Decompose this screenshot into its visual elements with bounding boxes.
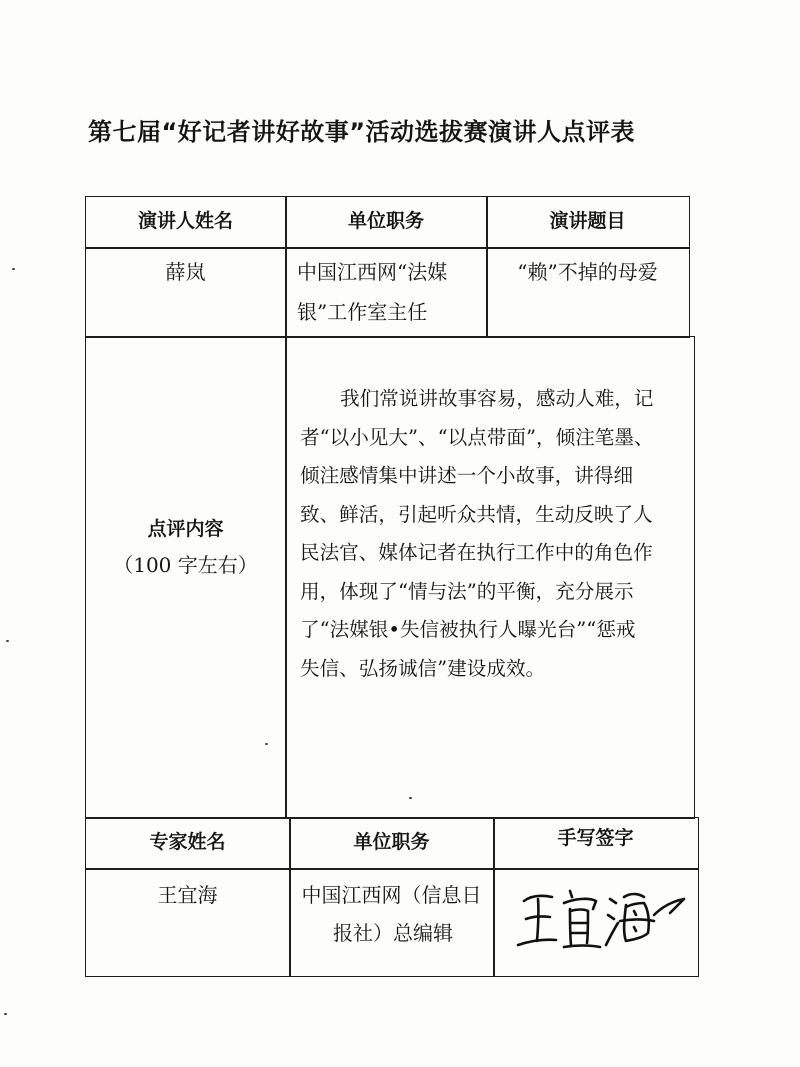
speaker-name-header: 演讲人姓名 <box>137 210 233 232</box>
expert-name-cell <box>85 868 291 977</box>
speaker-name-value: 薛岚 <box>165 260 206 284</box>
review-line: 用，体现了“情与法”的平衡，充分展示 <box>300 579 634 603</box>
speaker-topic-cell <box>486 247 690 338</box>
review-comment-text <box>300 380 685 688</box>
expert-name-header: 专家姓名 <box>149 831 226 853</box>
handwritten-signature <box>508 875 698 965</box>
speaker-topic-value: “赖”不掉的母爱 <box>517 260 658 284</box>
speaker-name-header-cell <box>85 196 287 249</box>
speaker-position-cell <box>285 247 488 338</box>
review-line: 了“法媒银•失信被执行人曝光台”“惩戒 <box>300 618 636 641</box>
review-line: 致、鲜活，引起听众共情，生动反映了人 <box>300 502 653 526</box>
scan-speck <box>12 268 15 270</box>
speaker-name-cell <box>85 247 287 338</box>
expert-position-line-1: 中国江西网（信息日 <box>301 883 482 907</box>
review-hint: （100 字左右） <box>113 553 258 577</box>
speaker-position-header-cell <box>285 196 488 249</box>
form-title: 第七届“好记者讲好故事”活动选拔赛演讲人点评表 <box>88 118 636 146</box>
scan-speck <box>6 640 9 642</box>
scan-speck <box>409 797 412 799</box>
review-label: 点评内容 <box>147 518 224 540</box>
expert-signature-header-cell <box>493 817 699 870</box>
speaker-position-header: 单位职务 <box>347 210 424 232</box>
expert-position-header: 单位职务 <box>353 831 430 853</box>
expert-name-value: 王宜海 <box>157 883 218 907</box>
review-line: 失信、弘扬诚信”建设成效。 <box>300 656 546 680</box>
scan-speck <box>265 743 268 745</box>
review-line: 我们常说讲故事容易，感动人难，记 <box>340 387 654 410</box>
review-line: 民法官、媒体记者在执行工作中的角色作 <box>300 541 653 564</box>
review-line: 者“以小见大”、“以点带面”，倾注笔墨、 <box>300 425 654 449</box>
speaker-position-line-2: 银”工作室主任 <box>297 300 428 324</box>
expert-position-header-cell <box>289 817 495 870</box>
expert-signature-header: 手写签字 <box>557 827 634 849</box>
review-line: 倾注感情集中讲述一个小故事，讲得细 <box>300 464 634 487</box>
review-label-cell <box>85 336 287 819</box>
scan-speck <box>4 1013 7 1015</box>
expert-position-cell <box>289 868 495 977</box>
speaker-topic-header-cell <box>486 196 690 249</box>
speaker-position-line-1: 中国江西网“法媒 <box>297 260 448 284</box>
expert-position-line-2: 报社）总编辑 <box>333 921 453 945</box>
expert-name-header-cell <box>85 817 291 870</box>
speaker-topic-header: 演讲题目 <box>549 210 626 232</box>
